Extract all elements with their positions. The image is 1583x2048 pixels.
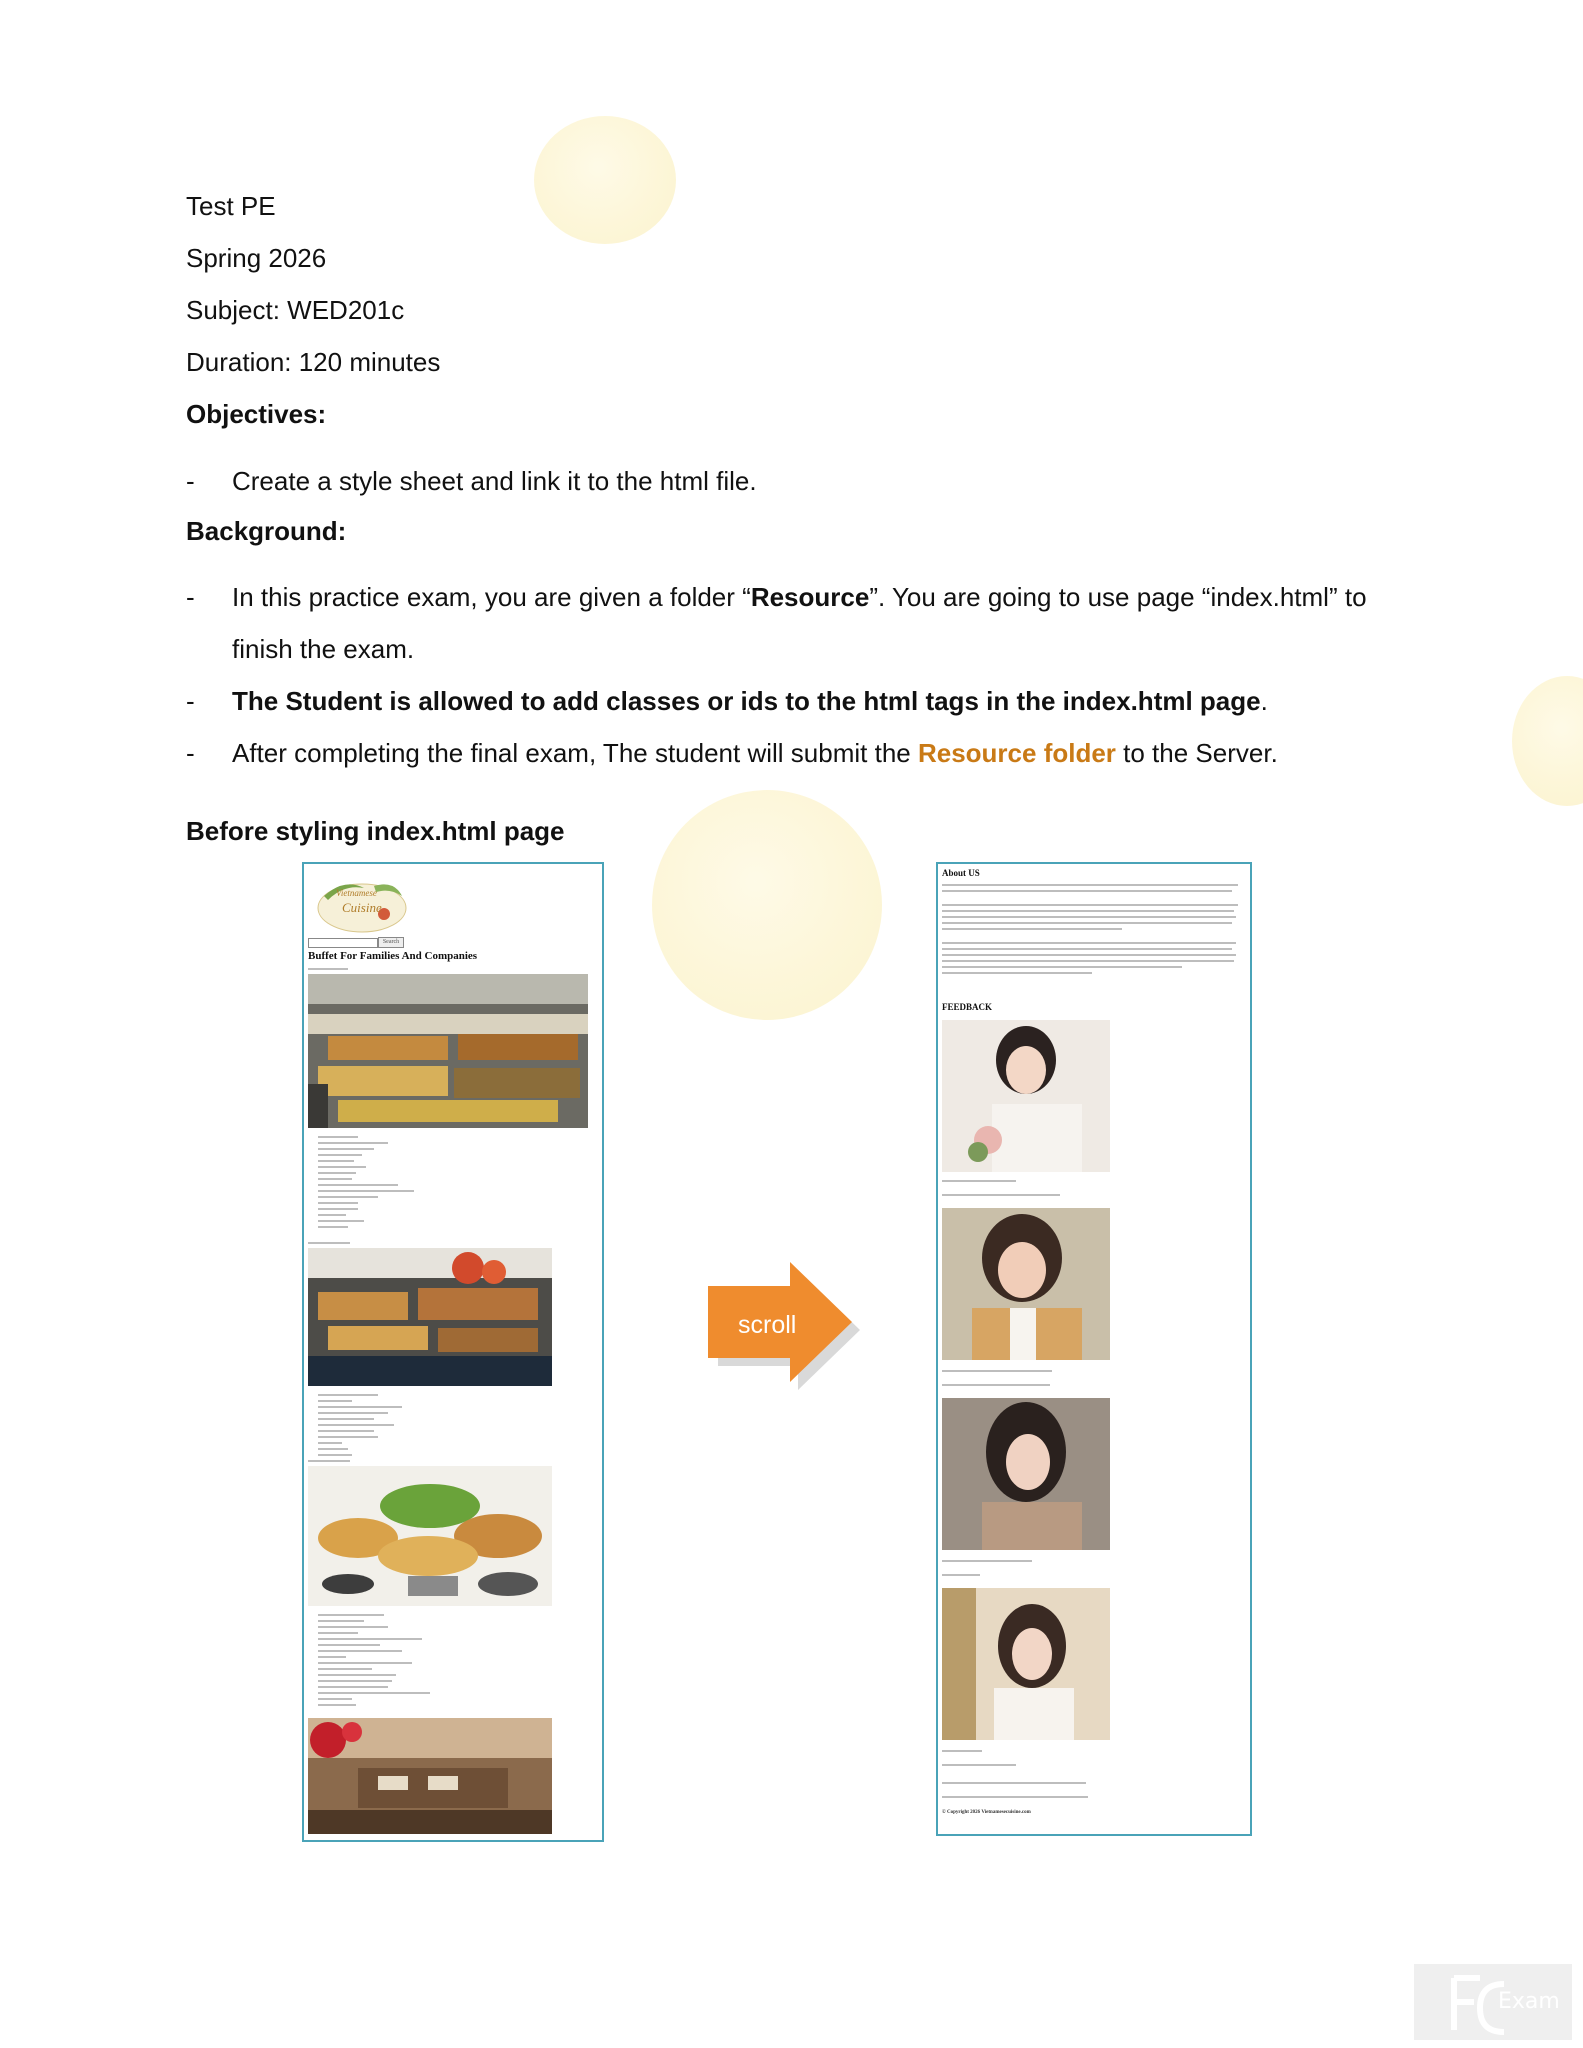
logo-text-line1: Vietnamese — [336, 888, 377, 898]
scroll-label: scroll — [738, 1311, 797, 1339]
bullet-dash: - — [186, 686, 195, 716]
watermark-right-edge — [1512, 676, 1583, 806]
menu-caption — [308, 1460, 350, 1462]
bullet-dash: - — [186, 738, 195, 768]
buffet-photo-3 — [308, 1466, 552, 1606]
background-item-1 — [232, 582, 1367, 612]
background-item-1-continued: finish the exam. — [232, 634, 415, 664]
feedback-photo-3 — [942, 1398, 1110, 1550]
exam-logo — [1414, 1964, 1572, 2040]
bullet-dash: - — [186, 466, 195, 496]
bullet-dash: - — [186, 582, 195, 612]
feedback-photo-1 — [942, 1020, 1110, 1172]
background-item-2-bold: The Student is allowed to add classes or ids to the html tags in the index.html page — [232, 686, 1261, 716]
search-button[interactable]: Search — [378, 937, 404, 948]
background-item-1-post: ”. You are going to use page “index.html” to — [869, 582, 1367, 612]
menu-caption — [308, 1242, 350, 1244]
background-item-3-pre: After completing the final exam, The student will submit the — [232, 738, 918, 768]
feedback-photo-2 — [942, 1208, 1110, 1360]
exam-logo-graphic — [1414, 1964, 1572, 2040]
right-preview-screenshot — [936, 862, 1252, 1836]
background-item-3-post: to the Server. — [1115, 738, 1278, 768]
feedback-photo-4 — [942, 1588, 1110, 1740]
semester: Spring 2026 — [186, 243, 327, 273]
duration: Duration: 120 minutes — [186, 347, 441, 377]
buffet-photo-2 — [308, 1248, 552, 1386]
subject: Subject: WED201c — [186, 295, 405, 325]
background-item-1-pre: In this practice exam, you are given a folder “ — [232, 582, 751, 612]
restaurant-interior-photo — [308, 1718, 552, 1834]
resource-folder-name: Resource — [750, 582, 870, 612]
copyright-text: © Copyright 2026 Vietnamesecuisine.com — [942, 1810, 1031, 1815]
buffet-photo-1 — [308, 974, 588, 1128]
background-item-2 — [232, 686, 1268, 716]
menu-caption — [308, 968, 348, 970]
background-item-3 — [232, 738, 1278, 768]
background-item-2-post: . — [1260, 686, 1268, 716]
resource-folder-highlight: Resource folder — [917, 738, 1116, 768]
feedback-title: FEEDBACK — [942, 1002, 993, 1012]
search-input[interactable] — [308, 938, 378, 948]
test-title: Test PE — [186, 191, 276, 221]
watermark-center — [652, 790, 882, 1020]
objectives-heading: Objectives: — [186, 399, 327, 429]
svg-text:Exam: Exam — [1498, 1989, 1560, 2014]
background-heading: Background: — [186, 516, 347, 546]
site-logo — [314, 874, 410, 934]
objective-item: Create a style sheet and link it to the html file. — [232, 466, 757, 496]
section-title: Before styling index.html page — [186, 816, 565, 846]
watermark-top — [534, 116, 676, 244]
left-preview-screenshot — [302, 862, 604, 1842]
about-us-title: About US — [942, 868, 980, 878]
logo-text-line2: Cuisine — [342, 900, 382, 915]
buffet-heading: Buffet For Families And Companies — [308, 950, 478, 962]
